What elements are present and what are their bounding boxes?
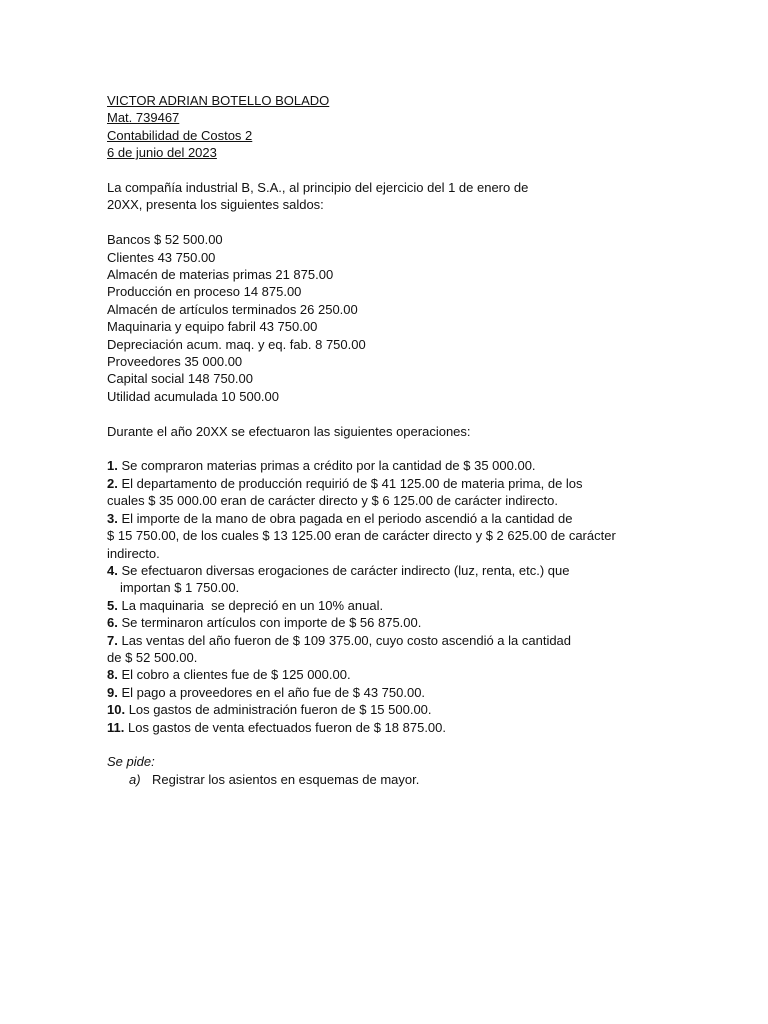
request-section (107, 753, 707, 788)
intro-line: 20XX, presenta los siguientes saldos: (107, 197, 324, 213)
student-name: VICTOR ADRIAN BOTELLO BOLADO (107, 93, 330, 108)
intro-line: La compañía industrial B, S.A., al principio del ejercicio del 1 de enero de (107, 180, 529, 196)
balance-item: Producción en proceso 14 875.00 (107, 284, 302, 300)
balances-list (107, 231, 707, 405)
course-name: Contabilidad de Costos 2 (107, 127, 253, 143)
operation-item (107, 457, 707, 474)
operation-text: $ 15 750.00, de los cuales $ 13 125.00 eran de carácter directo y $ 2 625.00 de carácter (107, 528, 616, 544)
operation-text: Se terminaron artículos con importe de $ 56 875.00. (121, 615, 422, 631)
operation-number: 4. (107, 562, 118, 578)
operation-item (107, 510, 707, 562)
operation-item (107, 701, 707, 718)
operation-number: 6. (107, 615, 118, 631)
balance-item: Clientes 43 750.00 (107, 249, 216, 265)
intro-paragraph (107, 179, 707, 214)
request-item (107, 771, 707, 788)
operation-text: El importe de la mano de obra pagada en el periodo ascendió a la cantidad de (121, 510, 573, 526)
balance-item: Depreciación acum. maq. y eq. fab. 8 750.00 (107, 336, 366, 352)
operation-number: 2. (107, 475, 118, 491)
operation-item (107, 475, 707, 510)
balance-item: Utilidad acumulada 10 500.00 (107, 388, 280, 404)
request-item-text: Registrar los asientos en esquemas de mayor. (152, 771, 420, 787)
operation-number: 5. (107, 597, 118, 613)
operation-number: 8. (107, 667, 118, 683)
document-date: 6 de junio del 2023 (107, 145, 217, 161)
balance-item: Almacén de materias primas 21 875.00 (107, 267, 334, 283)
operation-text: Las ventas del año fueron de $ 109 375.00, cuyo costo ascendió a la cantidad (121, 632, 572, 648)
operation-text: Los gastos de venta efectuados fueron de $ 18 875.00. (127, 719, 447, 735)
operation-number: 1. (107, 458, 118, 474)
operation-text: cuales $ 35 000.00 eran de carácter directo y $ 6 125.00 de carácter indirecto. (107, 493, 558, 509)
operation-item (107, 666, 707, 683)
operations-intro (107, 423, 707, 440)
operation-text: El departamento de producción requirió de $ 41 125.00 de materia prima, de los (121, 475, 583, 491)
operation-item (107, 562, 707, 597)
operation-text: importan $ 1 750.00. (120, 580, 240, 596)
operation-item (107, 614, 707, 631)
operations-list (107, 457, 707, 736)
operation-number: 7. (107, 632, 118, 648)
request-title: Se pide: (107, 754, 155, 770)
operation-item (107, 684, 707, 701)
operation-number: 11. (107, 719, 125, 735)
operation-text: Se efectuaron diversas erogaciones de carácter indirecto (luz, renta, etc.) que (121, 562, 570, 578)
balance-item: Proveedores 35 000.00 (107, 354, 243, 370)
operation-text: de $ 52 500.00. (107, 649, 198, 665)
operation-number: 10. (107, 702, 126, 718)
operation-text: Los gastos de administración fueron de $ 15 500.00. (128, 702, 432, 718)
operation-item (107, 719, 707, 736)
operation-text: Se compraron materias primas a crédito por la cantidad de $ 35 000.00. (121, 458, 536, 474)
document-content (107, 92, 707, 788)
balance-item: Maquinaria y equipo fabril 43 750.00 (107, 319, 318, 335)
operation-text: indirecto. (107, 545, 160, 561)
balance-item: Almacén de artículos terminados 26 250.00 (107, 301, 358, 317)
operation-number: 3. (107, 510, 118, 526)
operation-text: La maquinaria se depreció en un 10% anual. (121, 597, 384, 613)
operation-item (107, 632, 707, 667)
balance-item: Bancos $ 52 500.00 (107, 232, 223, 248)
operation-text: El pago a proveedores en el año fue de $ 43 750.00. (121, 684, 426, 700)
balance-item: Capital social 148 750.00 (107, 371, 253, 387)
operation-number: 9. (107, 684, 118, 700)
header-block (107, 92, 707, 162)
operations-intro-text: Durante el año 20XX se efectuaron las siguientes operaciones: (107, 423, 471, 439)
operation-item (107, 597, 707, 614)
request-item-marker: a) (129, 771, 141, 787)
operation-text: El cobro a clientes fue de $ 125 000.00. (121, 667, 351, 683)
student-id: Mat. 739467 (107, 110, 180, 126)
